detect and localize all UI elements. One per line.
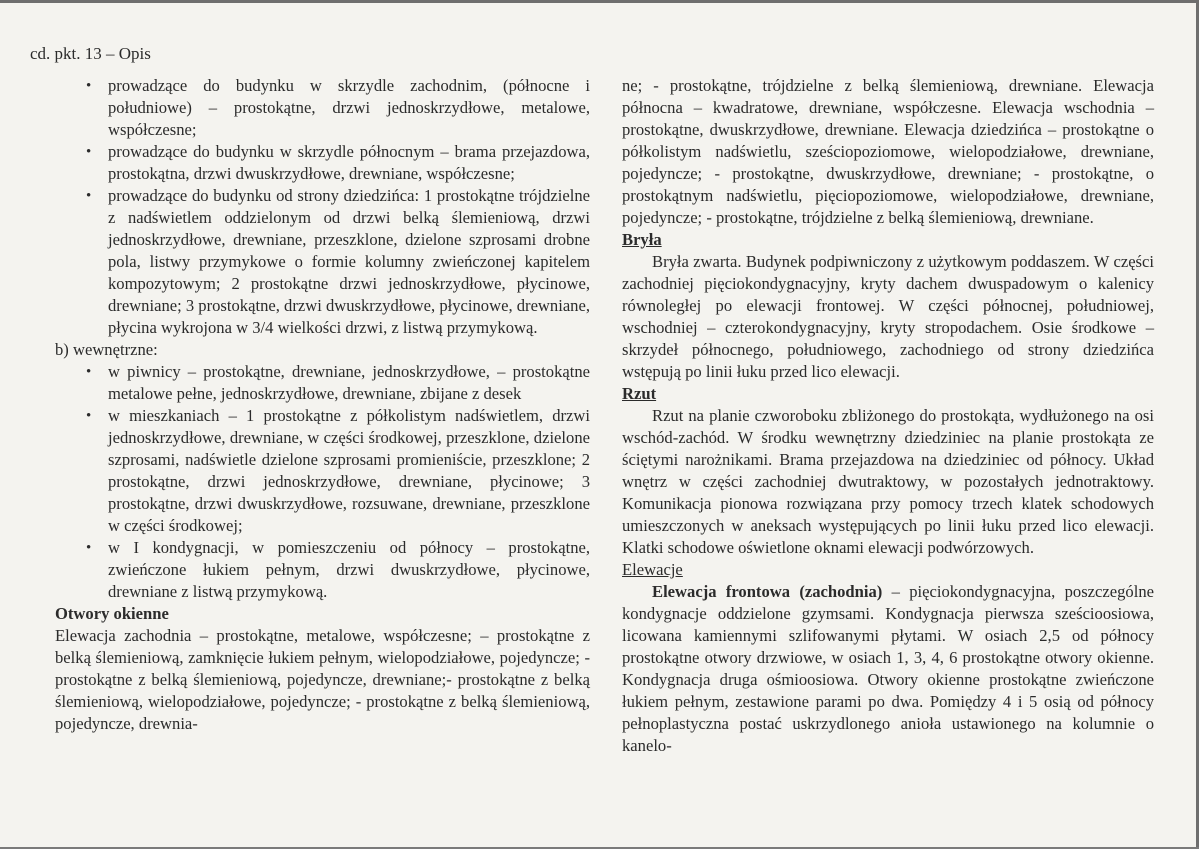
page-header: cd. pkt. 13 – Opis xyxy=(30,44,151,63)
list-item: • prowadzące do budynku w skrzydle zachodnim, (północne i południowe) – prostokątne, drzwi jednoskrzydłowe, metalowe, współczesne; xyxy=(55,75,590,141)
page-top-edge xyxy=(0,0,1199,3)
list-item: • w piwnicy – prostokątne, drewniane, jednoskrzydłowe, – prostokątne metalowe pełne, jednoskrzydłowe, drewniane, zbijane z desek xyxy=(55,361,590,405)
windows-paragraph: Elewacja zachodnia – prostokątne, metalowe, współczesne; – prostokątne z belką ślemieniową, zamknięcie łukiem pełnym, wielopodziałowe, pojedyncze; - prostokątne z belką ślemieniową, pojedyncze, drewniane;- prostokątne z belką ślemieniową, wielopodziałowe, pojedyncze; - prostokątne z belką ślemieniową, pojedyncze, drewnia- xyxy=(55,626,590,733)
rzut-paragraph: Rzut na planie czworoboku zbliżonego do prostokąta, wydłużonego na osi wschód-zachód. W środku wewnętrzny dziedziniec na planie prostokąta ze ściętymi narożnikami. Brama przejazdowa na dziedziniec od północy. Układ wnętrz w części zachodniej dwutraktowy, w pozostałych jednotraktowy. Komunikacja pionowa rozwiązana przy pomocy trzech klatek schodowych umieszczonych w aneksach występujących po linii łuku przed lico elewacji. Klatki schodowe oświetlone oknami elewacji podwórzowych. xyxy=(622,406,1154,557)
internal-doors-list xyxy=(55,361,590,603)
frontowa-bold-label: Elewacja frontowa (zachodnia) xyxy=(652,582,883,601)
entrance-doors-list xyxy=(55,75,590,339)
internal-doors-label: b) wewnętrzne: xyxy=(55,340,158,359)
windows-heading: Otwory okienne xyxy=(55,604,169,623)
bryla-heading: Bryła xyxy=(622,230,662,249)
windows-continuation-paragraph: ne; - prostokątne, trójdzielne z belką ślemieniową, drewniane. Elewacja północna – kwadratowe, drewniane, współczesne. Elewacja wschodnia – prostokątne, dwuskrzydłowe, drewniane. Elewacja dziedzińca – prostokątne o półkolistym nadświetlu, sześciopoziomowe, wielopodziałowe, drewniane, pojedyncze; - prostokątne, dwuskrzydłowe, drewniane; - prostokątne, o prostokątnym nadświetlu, pięciopoziomowe, wielopodziałowe, drewniane, pojedyncze; - prostokątne, trójdzielne z belką ślemieniową, drewniane. xyxy=(622,76,1154,227)
frontowa-text: – pięciokondygnacyjna, poszczególne kondygnacje oddzielone gzymsami. Kondygnacja pierwsza sześcioosiowa, licowana kamiennymi szlifowanymi płytami. W osiach 2,5 od północy prostokątne otwory drzwiowe, w osiach 1, 3, 4, 6 prostokątne otwory okienne. Kondygnacja druga ośmioosiowa. Otwory okienne prostokątne zwieńczone łukiem pełnym, zestawione parami po dwa. Pomiędzy 4 i 5 osią od północy pełnoplastyczna postać uskrzydlonego anioła ustawionego na kolumnie o kanelo- xyxy=(622,582,1154,755)
right-column xyxy=(622,75,1154,757)
elewacje-heading: Elewacje xyxy=(622,560,683,579)
bryla-paragraph: Bryła zwarta. Budynek podpiwniczony z użytkowym poddaszem. W części zachodniej pięciokondygnacyjny, kryty dachem dwuspadowym o kalenicy równoległej po elewacji frontowej. W części północnej, południowej, wschodniej – czterokondygnacyjny, kryty stropodachem. Osie środkowe – skrzydeł północnego, południowego, zachodniego od strony dziedzińca wstępują po linii łuku przed lico elewacji. xyxy=(622,252,1154,381)
left-column xyxy=(55,75,590,735)
list-item: • prowadzące do budynku od strony dziedzińca: 1 prostokątne trójdzielne z nadświetlem oddzielonym od drzwi belką ślemieniową, drzwi jednoskrzydłowe, drewniane, przeszklone, dzielone szprosami drobne pola, listwy przymykowe o formie kolumny zwieńczonej kapitelem kompozytowym; 2 prostokątne drzwi jednoskrzydłowe, płycinowe, drewniane; 3 prostokątne, drzwi dwuskrzydłowe, płycinowe, drewniane, płycina wykrojona w 3/4 wielkości drzwi, z listwą przymykową. xyxy=(55,185,590,339)
list-item: • w I kondygnacji, w pomieszczeniu od północy – prostokątne, zwieńczone łukiem pełnym, drzwi dwuskrzydłowe, płycinowe, drewniane z listwą przymykową. xyxy=(55,537,590,603)
list-item: • w mieszkaniach – 1 prostokątne z półkolistym nadświetlem, drzwi jednoskrzydłowe, drewniane, w części środkowej, przeszklone, dzielone szprosami, nadświetle dzielone szprosami promieniście, przeszklone; 2 prostokątne, drzwi jednoskrzydłowe, drewniane, płycinowe; 3 prostokątne, drzwi dwuskrzydłowe, rozsuwane, drewniane, przeszklone w części środkowej; xyxy=(55,405,590,537)
frontowa-paragraph xyxy=(622,581,1154,757)
list-item: • prowadzące do budynku w skrzydle północnym – brama przejazdowa, prostokątna, drzwi dwuskrzydłowe, drewniane, współczesne; xyxy=(55,141,590,185)
rzut-heading: Rzut xyxy=(622,384,657,403)
